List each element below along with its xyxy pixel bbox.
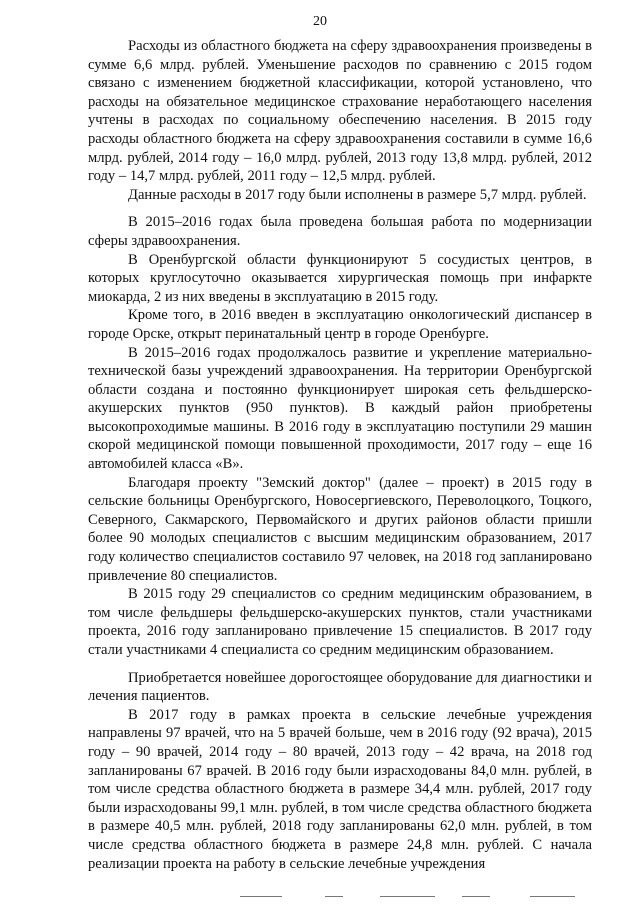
paragraph-2017-execution: Данные расходы в 2017 году были исполнены в размере 5,7 млрд. рублей. <box>128 186 587 203</box>
scan-artifact-marks <box>230 896 610 898</box>
paragraph-equipment: Приобретается новейшее дорогостоящее оборудование для диагностики и лечения пациентов. <box>88 669 592 705</box>
paragraph-modernization: В 2015–2016 годах была проведена большая работа по модернизации сферы здравоохранения. <box>88 214 592 249</box>
paragraph-healthcare-expenses: Расходы из областного бюджета на сферу здравоохранения произведены в сумме 6,6 млрд. рублей. Уменьшение расходов по сравнению с 2015 годом связано с изменением бюджетной классификации, которой установлено, что расходы на обязательное медицинское страхование неработающего населения учтены в расходах по социальному обеспечению населения. В 2015 году расходы областного бюджета на сферу здравоохранения составили в сумме 16,6 млрд. рублей, 2014 году – 16,0 млрд. рублей, 2013 году 13,8 млрд. рублей, 2012 году – 14,7 млрд. рублей, 2011 году – 12,5 млрд. рублей. <box>88 38 592 185</box>
document-body <box>88 37 592 873</box>
paragraph-material-base: В 2015–2016 годах продолжалось развитие и укрепление материально-технической базы учреждений здравоохранения. На территории Оренбургской области создана и постоянно функционирует широкая сеть фельдшерско-акушерских пунктов (950 пунктов). В каждый район приобретены высокопроходимые машины. В 2016 году в эксплуатацию поступили 29 машин скорой медицинской помощи повышенной проходимости, 2017 году – еще 16 автомобилей класса «В». <box>88 344 592 473</box>
paragraph-2017-doctors: В 2017 году в рамках проекта в сельские лечебные учреждения направлены 97 врачей, что на 5 врачей больше, чем в 2016 году (92 врача), 2015 году – 90 врачей, 2014 году – 80 врачей, 2013 году – 42 врача, на 2018 год запланированы 67 врачей. В 2016 году были израсходованы 84,0 млн. рублей, в том числе средства областного бюджета в размере 34,4 млн. рублей, 2017 году были израсходованы 99,1 млн. рублей, в том числе средства областного бюджета в размере 40,5 млн. рублей, 2018 году запланированы 62,0 млн. рублей, в том числе средства областного бюджета в размере 24,8 млн. рублей. С начала реализации проекта на работу в сельские лечебные учреждения <box>88 706 592 872</box>
page-number: 20 <box>313 14 327 29</box>
paragraph-zemsky-doctor: Благодаря проекту "Земский доктор" (далее – проект) в 2015 году в сельские больницы Оренбургского, Новосергиевского, Переволоцкого, Тоцкого, Северного, Сакмарского, Первомайского и других районов области пришли более 90 молодых специалистов с высшим медицинским образованием, 2017 году количество специалистов составило 97 человек, на 2018 год запланировано привлечение 80 специалистов. <box>88 474 592 584</box>
paragraph-mid-level-specialists: В 2015 году 29 специалистов со средним медицинским образованием, в том числе фельдшеры фельдшерско-акушерских пунктов, стали участниками проекта, 2016 году запланировано привлечение 15 специалистов. В 2017 году стали участниками 4 специалиста со средним медицинским образованием. <box>88 586 592 658</box>
paragraph-oncology-dispensary: Кроме того, в 2016 введен в эксплуатацию онкологический диспансер в городе Орске, открыт перинатальный центр в городе Оренбурге. <box>88 307 592 342</box>
paragraph-vascular-centers: В Оренбургской области функционируют 5 сосудистых центров, в которых круглосуточно оказывается хирургическая помощь при инфаркте миокарда, 2 из них введены в эксплуатацию в 2015 году. <box>88 251 592 305</box>
